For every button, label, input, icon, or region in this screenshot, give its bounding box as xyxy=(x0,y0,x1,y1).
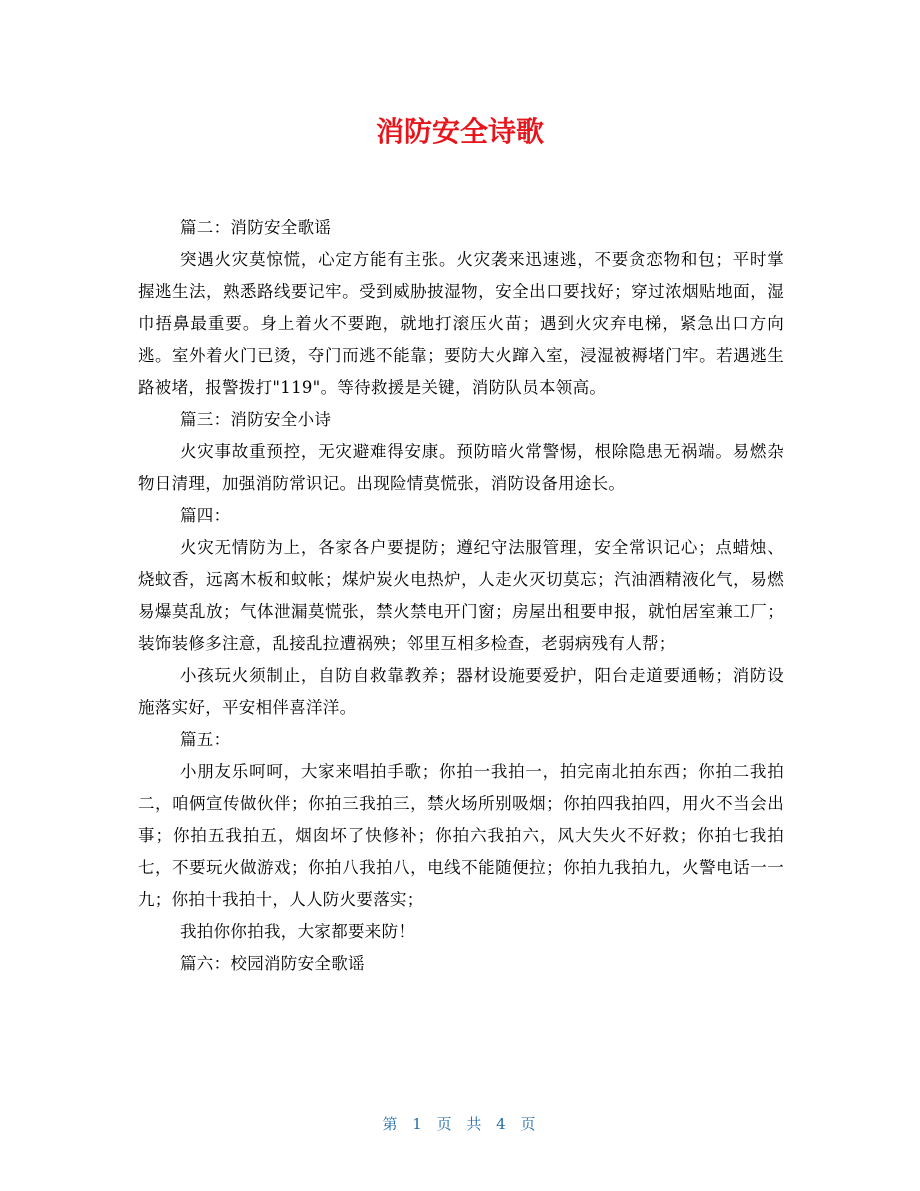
section-heading-4: 篇四： xyxy=(180,506,231,525)
section-heading-3: 篇三：消防安全小诗 xyxy=(180,410,332,429)
poem-paragraph: 突遇火灾莫惊慌，心定方能有主张。火灾袭来迅速逃，不要贪恋物和包；平时掌握逃生法，熟悉路线要记牢。受到威胁披湿物，安全出口要找好；穿过浓烟贴地面，湿巾捂鼻最重要。身上着火不要跑，就地打滚压火苗；遇到火灾弃电梯，紧急出口方向逃。室外着火门已烫，夺门而逃不能靠；要防大火蹿入室，浸湿被褥堵门牢。若遇逃生路被堵，报警拨打"119"。等待救援是关键，消防队员本领高。 xyxy=(138,250,784,397)
section-heading-6: 篇六：校园消防安全歌谣 xyxy=(180,954,365,973)
page-number-footer: 第 1 页 共 4 页 xyxy=(382,1115,538,1133)
poem-paragraph: 火灾事故重预控，无灾避难得安康。预防暗火常警惕，根除隐患无祸端。易燃杂物日清理，加强消防常识记。出现险情莫慌张，消防设备用途长。 xyxy=(138,442,784,493)
poem-paragraph: 火灾无情防为上，各家各户要提防；遵纪守法服管理，安全常识记心；点蜡烛、烧蚊香，远离木板和蚊帐；煤炉炭火电热炉，人走火灭切莫忘；汽油酒精液化气，易燃易爆莫乱放；气体泄漏莫慌张，禁火禁电开门窗；房屋出租要申报，就怕居室兼工厂；装饰装修多注意，乱接乱拉遭祸殃；邻里互相多检查，老弱病残有人帮； xyxy=(138,538,784,653)
document-title: 消防安全诗歌 xyxy=(375,115,544,148)
section-heading-5: 篇五： xyxy=(180,730,231,749)
poem-paragraph: 我拍你你拍我，大家都要来防！ xyxy=(180,922,416,941)
poem-paragraph: 小朋友乐呵呵，大家来唱拍手歌；你拍一我拍一，拍完南北拍东西；你拍二我拍二，咱俩宣传做伙伴；你拍三我拍三，禁火场所别吸烟；你拍四我拍四，用火不当会出事；你拍五我拍五，烟囱坏了快修补；你拍六我拍六，风大失火不好救；你拍七我拍七，不要玩火做游戏；你拍八我拍八，电线不能随便拉；你拍九我拍九，火警电话一一九；你拍十我拍十，人人防火要落实； xyxy=(138,762,784,909)
document-body xyxy=(138,212,784,980)
poem-paragraph: 小孩玩火须制止，自防自救靠教养；器材设施要爱护，阳台走道要通畅；消防设施落实好，平安相伴喜洋洋。 xyxy=(138,666,784,717)
section-heading-2: 篇二：消防安全歌谣 xyxy=(180,218,332,237)
